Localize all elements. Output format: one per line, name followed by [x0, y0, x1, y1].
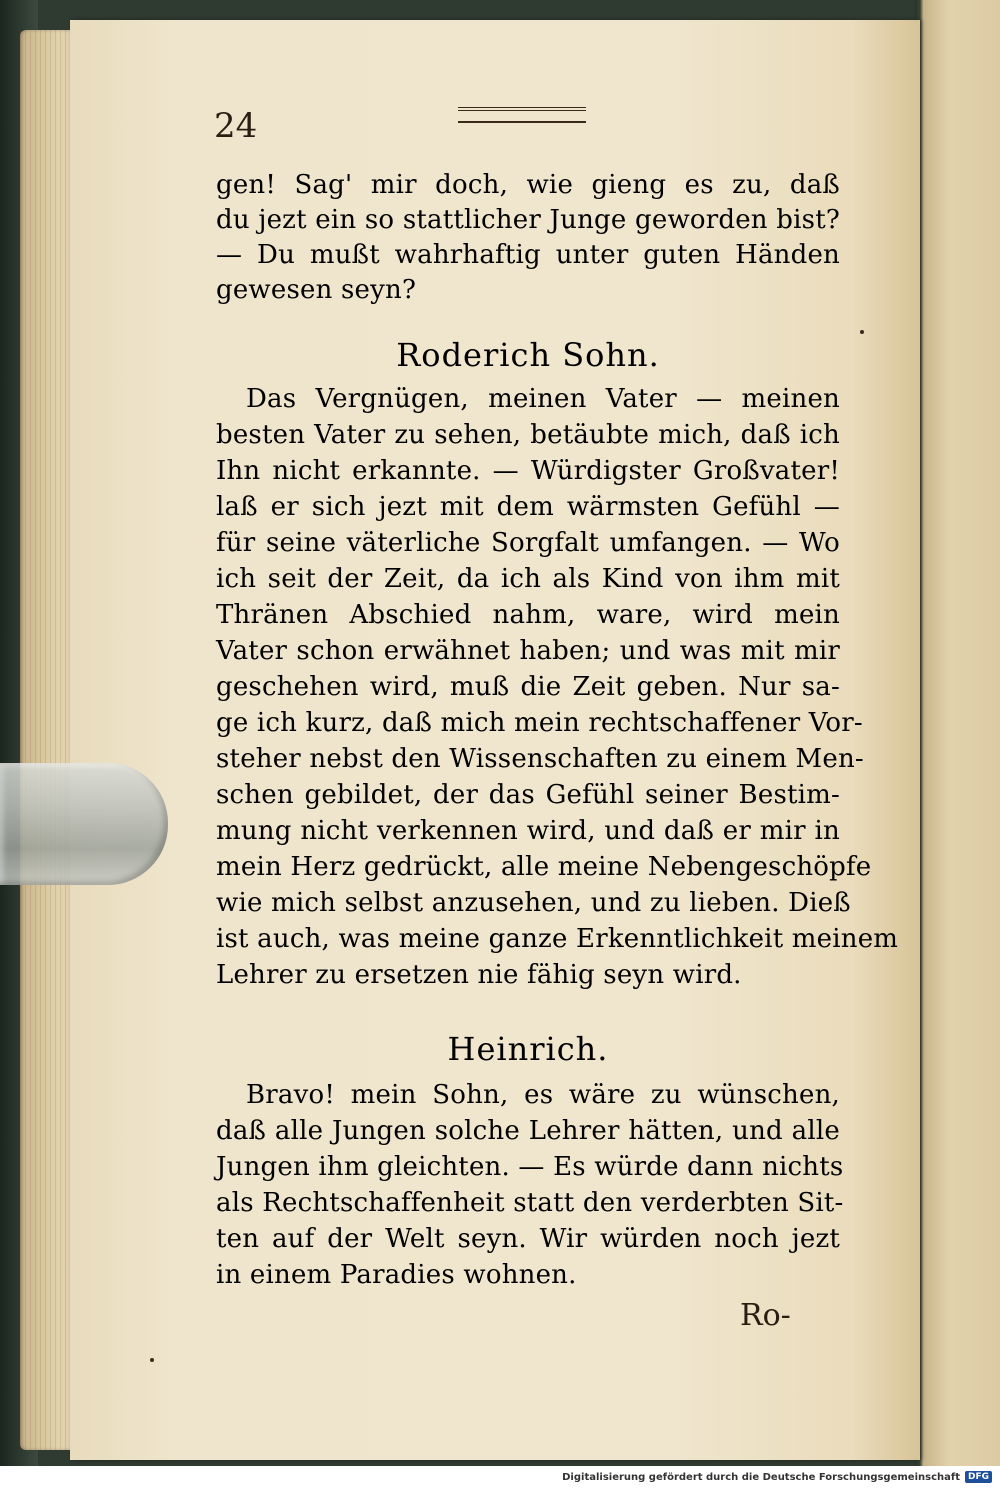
page-number: 24: [214, 106, 258, 146]
paper-speck: [150, 1358, 154, 1362]
speaker-heading: Heinrich.: [447, 1030, 609, 1068]
text-line: besten Vater zu sehen, betäubte mich, daß ich: [216, 420, 840, 450]
text-line: Thränen Abschied nahm, ware, wird mein: [216, 600, 840, 630]
text-line: in einem Paradies wohnen.: [216, 1260, 577, 1290]
text-line: schen gebildet, der das Gefühl seiner Bestim-: [216, 780, 840, 810]
text-line: — Du mußt wahrhaftig unter guten Händen: [216, 240, 840, 270]
paper-speck: [860, 330, 864, 334]
text-line: ge ich kurz, daß mich mein rechtschaffener Vor-: [216, 708, 863, 738]
text-line: Bravo! mein Sohn, es wäre zu wünschen,: [246, 1080, 840, 1110]
header-ornament-rule: [458, 107, 586, 123]
text-line: Jungen ihm gleichten. — Es würde dann nichts: [216, 1152, 844, 1182]
text-line: für seine väterliche Sorgfalt umfangen. — Wo: [216, 528, 840, 558]
text-line: laß er sich jezt mit dem wärmsten Gefühl —: [216, 492, 840, 522]
text-line: steher nebst den Wissenschaften zu einem Men-: [216, 744, 864, 774]
text-line: Ihn nicht erkannte. — Würdigster Großvater!: [216, 456, 840, 486]
dfg-logo: DFG: [965, 1471, 992, 1483]
text-line: ich seit der Zeit, da ich als Kind von ihm mit: [216, 564, 840, 594]
text-line: daß alle Jungen solche Lehrer hätten, und alle: [216, 1116, 840, 1146]
text-line: du jezt ein so stattlicher Junge geworden bist?: [216, 205, 840, 235]
book-right-edge: [915, 0, 1000, 1470]
text-line: mein Herz gedrückt, alle meine Nebengeschöpfe: [216, 852, 872, 882]
glass-clip: [0, 763, 168, 885]
text-line: Das Vergnügen, meinen Vater — meinen: [246, 384, 840, 414]
text-line: mung nicht verkennen wird, und daß er mir in: [216, 816, 840, 846]
catchword: Ro-: [740, 1298, 791, 1333]
speaker-heading: Roderich Sohn.: [396, 336, 660, 374]
text-line: ten auf der Welt seyn. Wir würden noch jezt: [216, 1224, 840, 1254]
text-line: als Rechtschaffenheit statt den verderbten Sit-: [216, 1188, 844, 1218]
text-line: wie mich selbst anzusehen, und zu lieben. Dieß: [216, 888, 851, 918]
text-line: gewesen seyn?: [216, 275, 417, 305]
text-line: geschehen wird, muß die Zeit geben. Nur sa-: [216, 672, 840, 702]
text-line: Vater schon erwähnet haben; und was mit mir: [216, 636, 840, 666]
text-line: Lehrer zu ersetzen nie fähig seyn wird.: [216, 960, 742, 990]
text-line: gen! Sag' mir doch, wie gieng es zu, daß: [216, 170, 840, 200]
text-line: ist auch, was meine ganze Erkenntlichkeit meinem: [216, 924, 899, 954]
footer-credit: Digitalisierung gefördert durch die Deutsche Forschungsgemeinschaft: [562, 1472, 960, 1483]
